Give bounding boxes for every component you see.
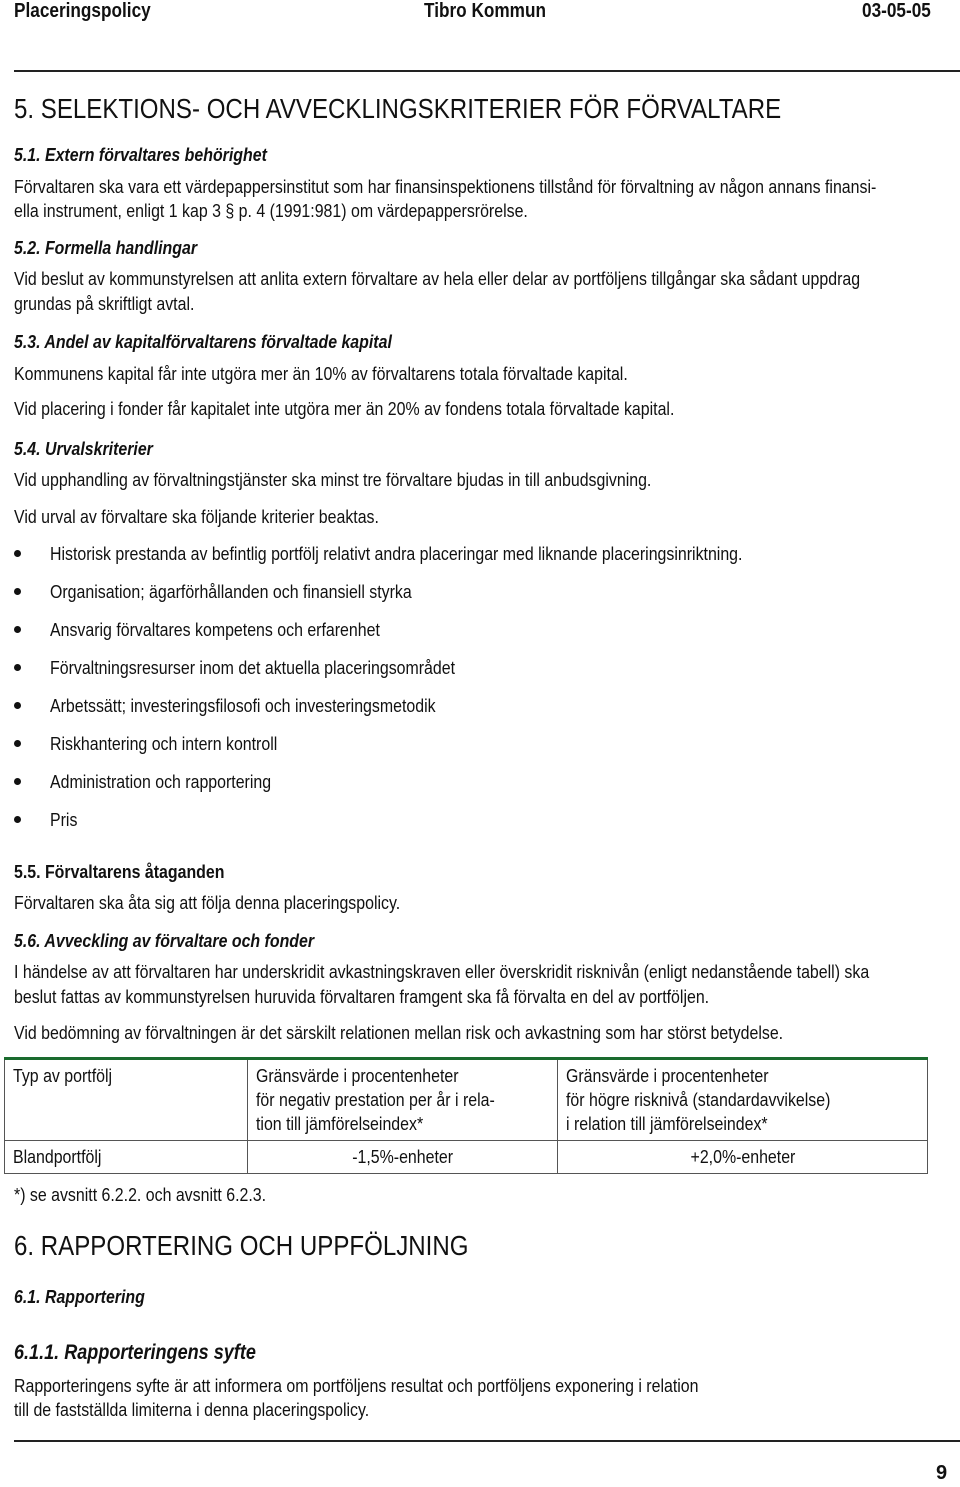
bullet-dot xyxy=(14,588,21,595)
table-cell-text: -1,5%-enheter xyxy=(352,1146,454,1167)
s53-heading: 5.3. Andel av kapitalförvaltarens förvaltade kapital xyxy=(14,331,392,352)
bullet-dot xyxy=(14,626,21,633)
bullet-dot xyxy=(14,702,21,709)
s51-heading: 5.1. Extern förvaltares behörighet xyxy=(14,144,267,165)
criteria-item-3: Ansvarig förvaltares kompetens och erfarenhet xyxy=(50,619,380,640)
criteria-item-6: Riskhantering och intern kontroll xyxy=(50,733,278,754)
criteria-item-2: Organisation; ägarförhållanden och finansiell styrka xyxy=(50,581,412,602)
bullet-dot xyxy=(14,664,21,671)
table-header-text: Typ av portfölj xyxy=(13,1065,113,1086)
s55-paragraph: Förvaltaren ska åta sig att följa denna placeringspolicy. xyxy=(14,892,401,913)
s54-paragraph-2: Vid urval av förvaltare ska följande kriterier beaktas. xyxy=(14,506,379,527)
s56-heading: 5.6. Avveckling av förvaltare och fonder xyxy=(14,930,315,951)
header-date: 03-05-05 xyxy=(862,0,931,22)
s611-heading: 6.1.1. Rapporteringens syfte xyxy=(14,1341,256,1364)
table-header-risk-threshold xyxy=(558,1059,928,1141)
page-number: 9 xyxy=(936,1462,948,1484)
s54-heading: 5.4. Urvalskriterier xyxy=(14,438,153,459)
table-header-text: för negativ prestation per år i rela- xyxy=(256,1089,496,1110)
table-cell-negative xyxy=(248,1141,558,1174)
header-doc-title: Placeringspolicy xyxy=(14,0,151,22)
table-row xyxy=(5,1141,928,1174)
s51-line-1: Förvaltaren ska vara ett värdepappersinstitut som har finansinspektionens tillstånd för förvaltning av någon annans finansi- xyxy=(14,176,877,197)
table-cell-risk xyxy=(558,1141,928,1174)
table-header-text: i relation till jämförelseindex* xyxy=(566,1113,768,1134)
s54-paragraph-1: Vid upphandling av förvaltningstjänster ska minst tre förvaltare bjudas in till anbudsgivning. xyxy=(14,469,652,490)
bullet-dot xyxy=(14,816,21,823)
header-rule xyxy=(14,70,960,72)
criteria-item-5: Arbetssätt; investeringsfilosofi och investeringsmetodik xyxy=(50,695,436,716)
table-header-negative-threshold xyxy=(248,1059,558,1141)
section6-title: 6. RAPPORTERING OCH UPPFÖLJNING xyxy=(14,1230,469,1261)
bullet-dot xyxy=(14,550,21,557)
header-municipality: Tibro Kommun xyxy=(424,0,546,22)
criteria-item-1: Historisk prestanda av befintlig portfölj relativt andra placeringar med liknande placeringsinriktning. xyxy=(50,543,743,564)
s53-paragraph-1: Kommunens kapital får inte utgöra mer än 10% av förvaltarens totala förvaltade kapital. xyxy=(14,363,628,384)
table-cell-text: +2,0%-enheter xyxy=(690,1146,796,1167)
threshold-table xyxy=(4,1057,928,1174)
s61-heading: 6.1. Rapportering xyxy=(14,1286,145,1307)
table-header-text: för högre risknivå (standardavvikelse) xyxy=(566,1089,831,1110)
s56-line-2: beslut fattas av kommunstyrelsen huruvida förvaltaren framgent ska få förvalta en del av portföljen. xyxy=(14,986,710,1007)
s52-heading: 5.2. Formella handlingar xyxy=(14,237,198,258)
bullet-dot xyxy=(14,778,21,785)
s56-line-1: I händelse av att förvaltaren har underskridit avkastningskraven eller överskridit risknivån (enligt nedanstående tabell) ska xyxy=(14,961,870,982)
table-footnote: *) se avsnitt 6.2.2. och avsnitt 6.2.3. xyxy=(14,1184,267,1205)
table-header-row xyxy=(5,1059,928,1141)
table-header-text: tion till jämförelseindex* xyxy=(256,1113,424,1134)
bullet-dot xyxy=(14,740,21,747)
criteria-item-8: Pris xyxy=(50,809,78,830)
s52-line-1: Vid beslut av kommunstyrelsen att anlita extern förvaltare av hela eller delar av portföljens tillgångar ska sådant uppdrag xyxy=(14,268,861,289)
criteria-item-7: Administration och rapportering xyxy=(50,771,272,792)
section5-title: 5. SELEKTIONS- OCH AVVECKLINGSKRITERIER FÖR FÖRVALTARE xyxy=(14,93,782,124)
criteria-item-4: Förvaltningsresurser inom det aktuella placeringsområdet xyxy=(50,657,456,678)
s51-line-2: ella instrument, enligt 1 kap 3 § p. 4 (1991:981) om värdepappersrörelse. xyxy=(14,200,528,221)
s611-line-1: Rapporteringens syfte är att informera om portföljens resultat och portföljens exponering i relation xyxy=(14,1375,699,1396)
table-header-text: Gränsvärde i procentenheter xyxy=(256,1065,459,1086)
table-cell-text: Blandportfölj xyxy=(13,1146,102,1167)
table-header-portfolio-type xyxy=(5,1059,248,1141)
table-header-text: Gränsvärde i procentenheter xyxy=(566,1065,769,1086)
s55-heading: 5.5. Förvaltarens åtaganden xyxy=(14,861,225,882)
s52-line-2: grundas på skriftligt avtal. xyxy=(14,293,195,314)
s56-paragraph-2: Vid bedömning av förvaltningen är det särskilt relationen mellan risk och avkastning som har störst betydelse. xyxy=(14,1022,784,1043)
s611-line-2: till de fastställda limiterna i denna placeringspolicy. xyxy=(14,1399,370,1420)
s53-paragraph-2: Vid placering i fonder får kapitalet inte utgöra mer än 20% av fondens totala förvaltade kapital. xyxy=(14,398,675,419)
footer-rule xyxy=(14,1440,960,1442)
table-cell-type xyxy=(5,1141,248,1174)
